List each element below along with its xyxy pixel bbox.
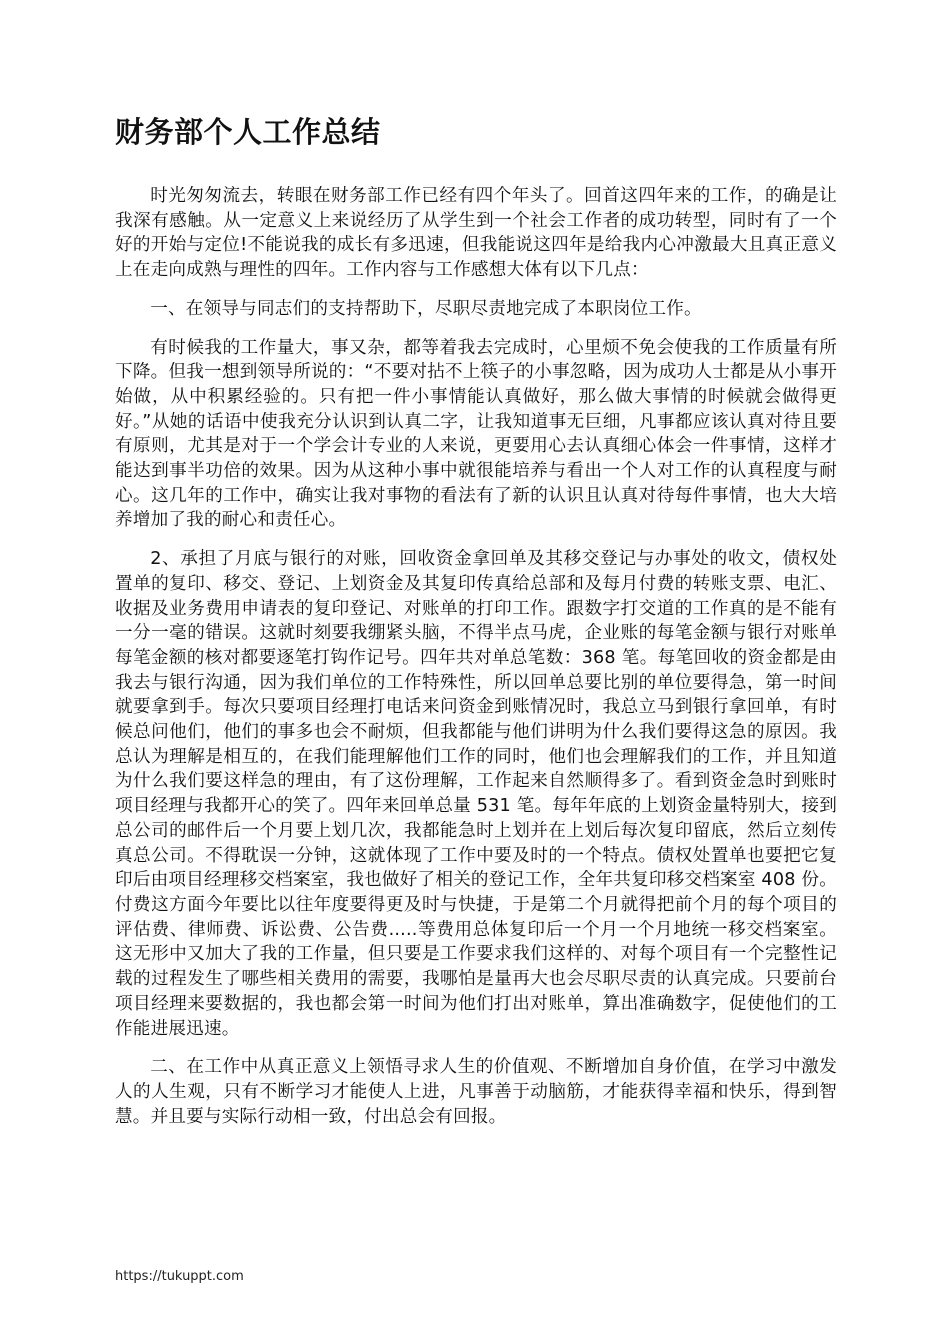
paragraph-section-two: 二、在工作中从真正意义上领悟寻求人生的价值观、不断增加自身价值，在学习中激发人的人生观，只有不断学习才能使人上进，凡事善于动脑筋，才能获得幸福和快乐，得到智慧。并且要与实际行动相一致，付出总会有回报。: [115, 1057, 837, 1127]
document-title: 财务部个人工作总结: [115, 115, 381, 149]
paragraph-intro: 时光匆匆流去，转眼在财务部工作已经有四个年头了。回首这四年来的工作，的确是让我深有感触。从一定意义上来说经历了从学生到一个社会工作者的成功转型，同时有了一个好的开始与定位!不能说我的成长有多迅速，但我能说这四年是给我内心冲激最大且真正意义上在走向成熟与理性的四年。工作内容与工作感想大体有以下几点：: [115, 186, 837, 281]
document-body: [115, 184, 837, 1143]
paragraph-section-one-heading: 一、在领导与同志们的支持帮助下，尽职尽责地完成了本职岗位工作。: [150, 298, 702, 319]
footer-source-url: https://tukuppt.com: [115, 1269, 244, 1284]
paragraph-attention-to-detail: 有时候我的工作量大，事又杂，都等着我去完成时，心里烦不免会使我的工作质量有所下降。但我一想到领导所说的：“不要对拈不上筷子的小事忽略，因为成功人士都是从小事开始做，从中积累经验的。只有把一件小事情能认真做好，那么做大事情的时候就会做得更好。”从她的话语中使我充分认识到认真二字，让我知道事无巨细，凡事都应该认真对待且要有原则，尤其是对于一个学会计专业的人来说，更要用心去认真细心体会一件事情，这样才能达到事半功倍的效果。因为从这种小事中就很能培养与看出一个人对工作的认真程度与耐心。这几年的工作中，确实让我对事物的看法有了新的认识且认真对待每件事情，也大大培养增加了我的耐心和责任心。: [115, 337, 837, 531]
paragraph-reconciliation-duties: 2、承担了月底与银行的对账，回收资金拿回单及其移交登记与办事处的收文，债权处置单的复印、移交、登记、上划资金及其复印传真给总部和及每月付费的转账支票、电汇、收据及业务费用申请表的复印登记、对账单的打印工作。跟数字打交道的工作真的是不能有一分一毫的错误。这就时刻要我绷紧头脑，不得半点马虎，企业账的每笔金额与银行对账单每笔金额的核对都要逐笔打钩作记号。四年共对单总笔数：368 笔。每笔回收的资金都是由我去与银行沟通，因为我们单位的工作特殊性，所以回单总要比别的单位要得急，第一时间就要拿到手。每次只要项目经理打电话来问资金到账情况时，我总立马到银行拿回单，有时候总问他们，他们的事多也会不耐烦，但我都能与他们讲明为什么我们要得这急的原因。我总认为理解是相互的，在我们能理解他们工作的同时，他们也会理解我们的工作，并且知道为什么我们要这样急的理由，有了这份理解，工作起来自然顺得多了。看到资金急时到账时项目经理与我都开心的笑了。四年来回单总量 531 笔。每年年底的上划资金量特别大，接到总公司的邮件后一个月要上划几次，我都能急时上划并在上划后每次复印留底，然后立刻传真总公司。不得耽误一分钟，这就体现了工作中要及时的一个特点。债权处置单也要把它复印后由项目经理移交档案室，我也做好了相关的登记工作，全年共复印移交档案室 408 份。付费这方面今年要比以往年度要得更及时与快捷，于是第二个月就得把前个月的每个项目的评估费、律师费、诉讼费、公告费.....等费用总体复印后一个月一个月地统一移交档案室。这无形中又加大了我的工作量，但只要是工作要求我们这样的、对每个项目有一个完整性记载的过程发生了哪些相关费用的需要，我哪怕是量再大也会尽职尽责的认真完成。只要前台项目经理来要数据的，我也都会第一时间为他们打出对账单，算出准确数字，促使他们的工作能进展迅速。: [115, 549, 837, 1039]
